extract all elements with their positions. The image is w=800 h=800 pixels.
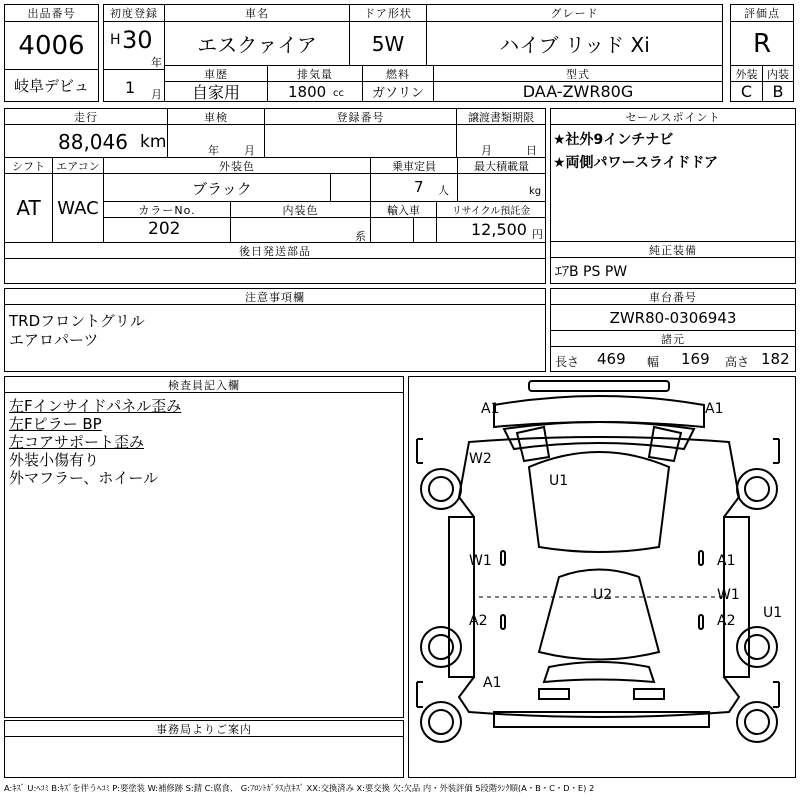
note-line-1: TRDフロントグリル <box>9 312 145 330</box>
interior-color-label: 内装色 <box>230 201 371 218</box>
transfer-day-unit: 日 <box>526 144 537 157</box>
height: 182 <box>761 350 790 368</box>
fuel: ガソリン <box>362 81 434 102</box>
notes-label: 注意事項欄 <box>4 288 546 305</box>
car-diagram <box>408 376 796 778</box>
mileage-unit: km <box>140 132 167 152</box>
load-unit: kg <box>529 186 542 197</box>
mark-right-side: U1 <box>763 605 783 621</box>
color-label: 外装色 <box>103 157 371 174</box>
history-label: 車歴 <box>164 65 268 82</box>
interior-grade-label: 内装 <box>762 65 794 82</box>
inspection-month-unit: 月 <box>244 144 255 157</box>
length: 469 <box>597 350 626 368</box>
ac: WAC <box>52 173 104 243</box>
import-divider <box>413 217 437 243</box>
mark-left-front-fender: W2 <box>469 451 492 467</box>
recycle-label: リサイクル預託金 <box>436 201 546 218</box>
length-label: 長さ <box>555 355 580 369</box>
dims-label: 諸元 <box>550 330 796 347</box>
mark-left-front-door: W1 <box>469 553 492 569</box>
sales-point-2: ★両側パワースライドドア <box>553 155 719 171</box>
color-no-label: カラーNo. <box>103 201 231 218</box>
color-no: 202 <box>148 219 181 239</box>
load-label: 最大積載量 <box>457 157 546 174</box>
mark-front-right: A1 <box>705 401 724 417</box>
shift-label: シフト <box>4 157 53 174</box>
door-type: 5W <box>349 21 427 66</box>
car-outline-drawing <box>409 377 795 777</box>
inspector-label: 検査員記入欄 <box>4 376 404 393</box>
inspector-line-2: 左Fピラー BP <box>9 415 102 433</box>
plate-label: 登録番号 <box>264 108 457 125</box>
fuel-label: 燃料 <box>362 65 434 82</box>
mileage-label: 走行 <box>4 108 168 125</box>
chassis-no: ZWR80-0306943 <box>550 304 796 331</box>
capacity-label: 乗車定員 <box>370 157 458 174</box>
grade-label: グレード <box>426 4 723 22</box>
auction-name: 岐阜デビュ <box>4 69 99 102</box>
era: H <box>110 32 121 48</box>
mileage: 88,046 <box>58 130 128 154</box>
vehicle-info-table <box>4 108 546 284</box>
grade: ハイブ リッド Xi <box>426 21 723 66</box>
width-label: 幅 <box>647 355 660 369</box>
interior-color-box <box>230 217 371 243</box>
chassis-label: 車台番号 <box>550 288 796 305</box>
notes-box <box>4 304 546 372</box>
capacity-unit: 人 <box>438 184 449 197</box>
mark-rear-left: A1 <box>483 675 502 691</box>
model-code: DAA-ZWR80G <box>433 81 723 102</box>
exterior-grade-label: 外装 <box>730 65 763 82</box>
later-parts-box <box>4 258 546 284</box>
note-line-2: エアロパーツ <box>9 331 99 349</box>
width: 169 <box>681 350 710 368</box>
door-label: ドア形状 <box>349 4 427 22</box>
lot-no-label: 出品番号 <box>4 4 99 22</box>
exterior-grade: C <box>730 81 763 102</box>
dims-box <box>550 346 796 372</box>
inspector-line-4: 外装小傷有り <box>9 451 100 469</box>
inspector-line-5: 外マフラー、ホイール <box>9 469 159 487</box>
height-label: 高さ <box>725 355 750 369</box>
sales-point-1: ★社外9インチナビ <box>553 132 674 148</box>
transfer-month-unit: 月 <box>481 144 492 157</box>
model-label: 型式 <box>433 65 723 82</box>
first-reg-year: 30 <box>122 26 153 54</box>
office-label: 事務局よりご案内 <box>4 720 404 737</box>
interior-color-unit: 系 <box>355 230 366 243</box>
score: R <box>730 21 794 66</box>
sales-points-box <box>550 124 796 242</box>
recycle-fee: 12,500 <box>471 220 527 239</box>
inspection-label: 車検 <box>167 108 265 125</box>
sales-points-label: セールスポイント <box>550 108 796 125</box>
interior-grade: B <box>762 81 794 102</box>
mark-left-rear-door: A2 <box>469 613 488 629</box>
later-parts-label: 後日発送部品 <box>4 242 546 259</box>
capacity: 7 <box>414 178 424 196</box>
office-box <box>4 736 404 778</box>
import-label: 輸入車 <box>370 201 437 218</box>
inspector-line-1: 左Fインサイドパネル歪み <box>9 397 182 415</box>
mark-roof-front: U1 <box>549 473 569 489</box>
color-divider <box>330 173 371 202</box>
ac-label: エアコン <box>52 157 104 174</box>
year-unit: 年 <box>151 56 162 69</box>
inspector-line-3: 左コアサポート歪み <box>9 433 145 451</box>
exterior-color: ブラック <box>192 180 252 198</box>
header-table <box>4 4 796 104</box>
displacement-unit: cc <box>333 88 344 99</box>
month-unit: 月 <box>151 88 162 101</box>
lot-no: 4006 <box>4 21 99 70</box>
displacement-label: 排気量 <box>267 65 363 82</box>
shift: AT <box>4 173 53 243</box>
car-name-label: 車名 <box>164 4 350 22</box>
equipment-label: 純正装備 <box>550 241 796 258</box>
car-name: エスクァイア <box>164 21 350 66</box>
mark-right-rear-door: W1 <box>717 587 740 603</box>
mark-front-left: A1 <box>481 401 500 417</box>
first-reg-label: 初度登録 <box>103 4 165 22</box>
mark-right-quarter: A2 <box>717 613 736 629</box>
displacement: 1800 <box>288 83 327 101</box>
first-reg-month: 1 <box>125 78 136 97</box>
plate-box <box>264 124 457 158</box>
transfer-label: 譲渡書類期限 <box>456 108 546 125</box>
damage-legend: A:ｷｽﾞ U:ﾍｺﾐ B:ｷｽﾞを伴うﾍｺﾐ P:要塗装 W:補修跡 S:錆 C:腐食、 G:ﾌﾛﾝﾄｶﾞﾗｽ点ｷｽﾞ XX:交換済み X:要交換 欠:欠品 内・外装評価 5段階ﾗﾝｸ順(A・B・C・D・E) 2 <box>4 783 595 793</box>
history: 自家用 <box>164 81 268 102</box>
mark-roof-rear: U2 <box>593 587 613 603</box>
score-label: 評価点 <box>730 4 794 22</box>
mark-right-front-door: A1 <box>717 553 736 569</box>
inspector-box <box>4 392 404 718</box>
inspection-year-unit: 年 <box>208 144 219 157</box>
recycle-unit: 円 <box>532 228 543 241</box>
equipment-value: ｴｱB PS PW <box>550 257 796 284</box>
